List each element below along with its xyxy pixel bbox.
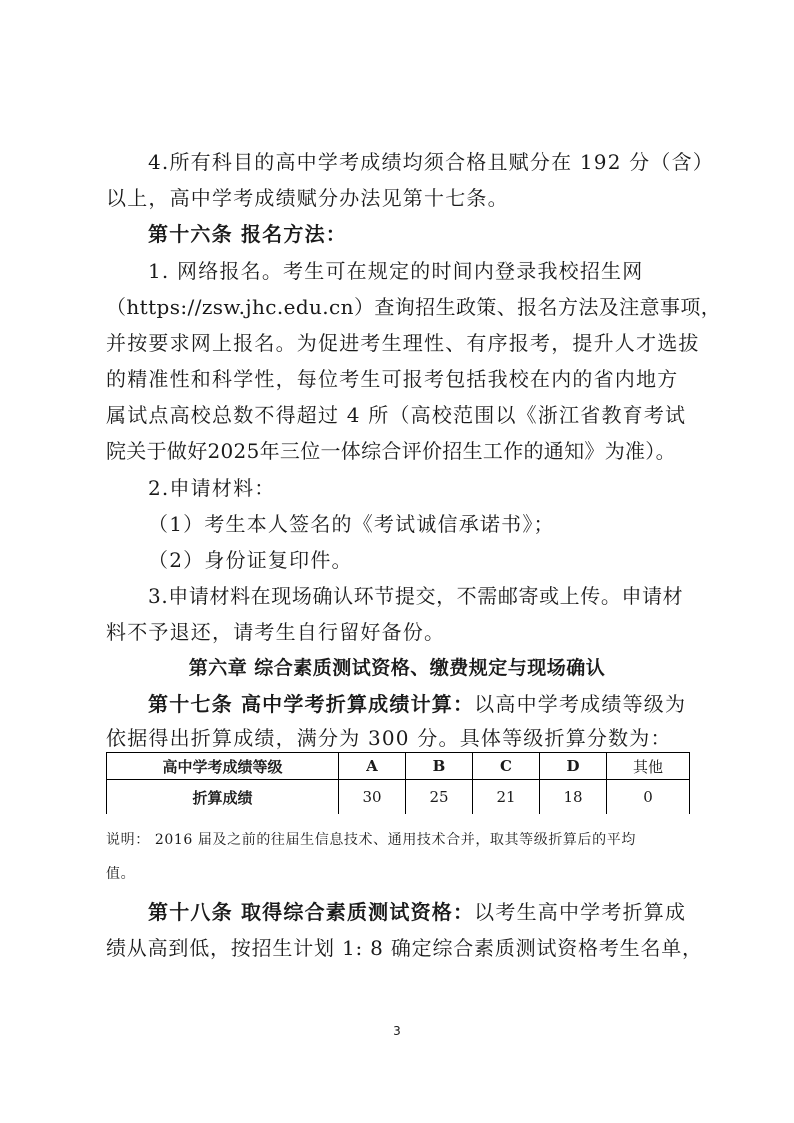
table-cell: 21 [473,780,540,815]
paragraph-line: 院关于做好2025年三位一体综合评价招生工作的通知》为准）。 [106,439,676,463]
paragraph-line: 3.申请材料在现场确认环节提交，不需邮寄或上传。申请材 [148,584,684,608]
article-18-line [148,898,688,926]
table-header-cell: C [473,753,540,780]
table-header-row [107,753,690,780]
paragraph-line: 依据得出折算成绩，满分为 300 分。具体等级折算分数为： [106,726,672,750]
table-header-cell: 高中学考成绩等级 [107,753,339,780]
table-header-cell: D [540,753,607,780]
paragraph-line: （https://zsw.jhc.edu.cn）查询招生政策、报名方法及注意事项， [106,295,722,319]
article-18-heading: 第十八条 取得综合素质测试资格： [148,900,475,924]
table-header-cell: B [406,753,473,780]
grade-conversion-table [106,752,690,814]
paragraph-line: 的精准性和科学性，每位考生可报考包括我校在内的省内地方 [106,367,679,391]
article-17-text: 以高中学考成绩等级为 [474,692,687,716]
table-cell: 0 [607,780,690,815]
paragraph-line: 1. 网络报名。考生可在规定的时间内登录我校招生网 [148,259,644,283]
paragraph-line: 属试点高校总数不得超过 4 所（高校范围以《浙江省教育考试 [106,403,687,427]
chapter-6-title: 第六章 综合素质测试资格、缴费规定与现场确认 [188,657,606,679]
table-row [107,780,690,815]
materials-item: （1）考生本人签名的《考试诚信承诺书》； [148,512,555,536]
article-18-text: 以考生高中学考折算成 [474,900,687,924]
page-number: 3 [393,1024,401,1038]
paragraph-line: 4.所有科目的高中学考成绩均须合格且赋分在 192 分（含） [148,150,714,174]
materials-item: （2）身份证复印件。 [148,548,353,572]
table-cell: 折算成绩 [107,780,339,815]
table-header-cell: 其他 [607,753,690,780]
table-cell: 30 [339,780,406,815]
article-17-line [148,690,688,718]
paragraph-line: 料不予退还，请考生自行留好备份。 [106,620,446,644]
materials-heading: 2.申请材料： [148,476,276,500]
table-header-cell: A [339,753,406,780]
table-cell: 25 [406,780,473,815]
paragraph-line: 并按要求网上报名。为促进考生理性、有序报考，提升人才选拔 [106,331,700,355]
paragraph-line: 绩从高到低，按招生计划 1: 8 确定综合素质测试资格考生名单， [106,936,703,960]
paragraph-line: 以上，高中学考成绩赋分办法见第十七条。 [106,186,509,210]
article-16-heading: 第十六条 报名方法： [148,222,347,246]
table-note: 说明： 2016 届及之前的往届生信息技术、通用技术合并，取其等级折算后的平均 [106,832,636,848]
table-note: 值。 [106,866,136,882]
table-cell: 18 [540,780,607,815]
article-17-heading: 第十七条 高中学考折算成绩计算： [148,692,475,716]
